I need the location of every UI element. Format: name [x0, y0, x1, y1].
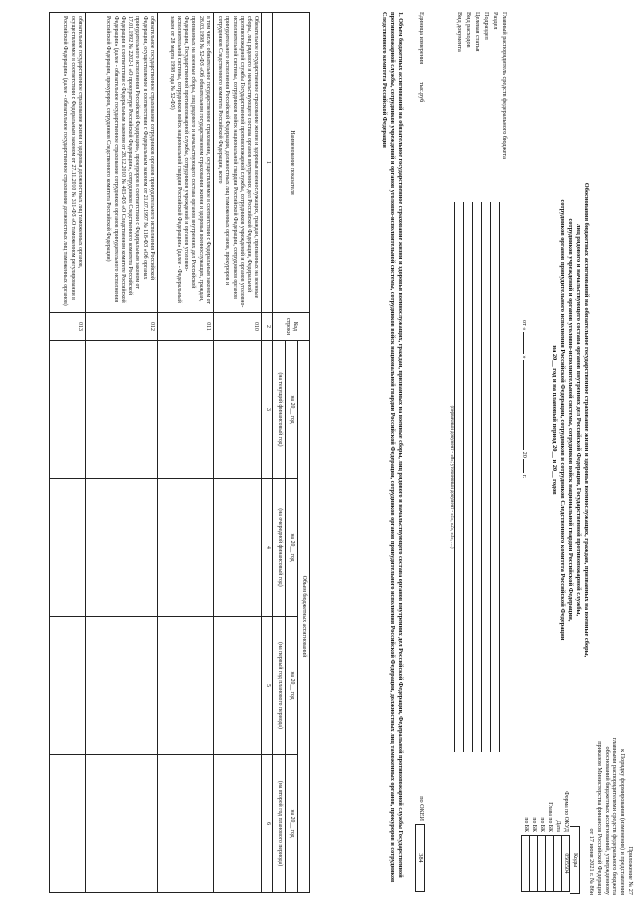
code-value[interactable] [529, 836, 537, 892]
code-label: Форма по ОКУД [563, 791, 569, 832]
value-cell[interactable] [85, 617, 157, 755]
col-code-header: Код строки [273, 313, 310, 341]
value-cell[interactable] [85, 755, 157, 893]
period-year: на 20__ год [285, 479, 297, 617]
field-input[interactable] [499, 202, 508, 752]
value-cell[interactable] [157, 341, 213, 479]
value-cell[interactable] [213, 617, 261, 755]
value-cell[interactable] [49, 479, 85, 617]
field-input[interactable] [463, 202, 472, 752]
field-input[interactable] [472, 202, 481, 752]
row-label: Обязательное государственное страхование жизни и здоровья военнослужащих, граждан, призванных на военные сборы, лиц рядового и начальствующего состава органов внутренних дел Российской Федерации, Федеральной противопожарной службы Государственной противопожарной службы, сотрудников учреждений и органов уголовно-исполнительной системы, сотрудников войск национальной гвардии Российской Федерации, сотрудников органов принудительного исполнения Российской Федерации, должностных лиц таможенных органов, прокуроров и сотрудников Следственного комитета Российской Федерации, всего [213, 13, 261, 313]
period-year: на 20__ год [285, 755, 297, 893]
value-cell[interactable] [49, 341, 85, 479]
code-value[interactable]: 0505504 [561, 836, 569, 892]
row-code: 011 [157, 313, 213, 341]
code-value[interactable] [521, 836, 529, 892]
appendix-line: обоснований бюджетных ассигнований, утвержденному [603, 746, 611, 895]
codes-header: Коды [570, 826, 580, 894]
header-fields [446, 12, 508, 752]
value-cell[interactable] [213, 341, 261, 479]
field-label: Главный распорядитель средств федерального бюджета [501, 12, 508, 159]
appendix-block [588, 650, 635, 895]
title-line: сотрудников органов принудительного исполнения Российской Федерации, сотрудников и сотрудников Следственного комитета Российской Федерации [559, 199, 566, 641]
budget-table [49, 12, 310, 893]
table-row [213, 13, 261, 893]
field-row [490, 12, 499, 752]
table-header-row [297, 13, 309, 893]
col-name-header: Наименование показателя [273, 13, 310, 313]
okei-value: 384 [415, 824, 425, 892]
value-cell[interactable] [85, 341, 157, 479]
appendix-title: Приложение № 27 [627, 846, 634, 895]
code-label: по БК [522, 817, 529, 832]
table-row [85, 13, 157, 893]
code-label: по БК [530, 817, 537, 832]
code-value[interactable] [537, 836, 545, 892]
code-value[interactable] [553, 836, 561, 892]
column-number: 1 [262, 13, 273, 313]
value-cell[interactable] [157, 617, 213, 755]
period-note: (на первый год планового периода) [273, 617, 285, 755]
document-title [550, 90, 590, 750]
date-year: 20 [521, 451, 528, 458]
appendix-line: от 17 июня 2021 г. № 86н [588, 828, 596, 895]
date-year-field[interactable] [523, 459, 524, 473]
row-code: 013 [49, 313, 85, 341]
period-year: на 20__ год [285, 617, 297, 755]
field-input[interactable] [490, 202, 499, 752]
codes-row [537, 760, 545, 892]
date-prefix: от [521, 320, 528, 326]
code-label: Дата [554, 820, 561, 832]
column-number: 3 [262, 341, 273, 479]
title-line: на 20__ год и на плановый период 20__ и 20__ годов [551, 345, 558, 495]
period-note: (на очередной финансовый год) [273, 479, 285, 617]
table-row [157, 13, 213, 893]
field-input[interactable] [481, 202, 490, 752]
codes-row [561, 760, 569, 892]
date-day-field[interactable] [523, 332, 524, 354]
field-label: Подраздел [483, 12, 490, 40]
codes-table [521, 760, 570, 892]
appendix-line: к Порядку формирования (изменения) и представления [619, 749, 627, 895]
col-group-header: Объем бюджетных ассигнований [297, 341, 309, 893]
period-note: (на второй год планового периода) [273, 755, 285, 893]
period-note: (на текущий финансовый год) [273, 341, 285, 479]
value-cell[interactable] [213, 479, 261, 617]
column-numbers-row [262, 13, 273, 893]
codes-row [529, 760, 537, 892]
code-value[interactable] [545, 836, 553, 892]
column-number: 4 [262, 479, 273, 617]
date-month-field[interactable] [523, 360, 524, 450]
field-row [454, 12, 463, 752]
code-label: по БК [538, 817, 545, 832]
code-label: Глава по БК [546, 802, 553, 832]
okei-label: по ОКЕИ [418, 796, 425, 821]
date-quote-open: « [521, 327, 528, 331]
title-line: лиц рядового и начальствующего состава органов внутренних дел Российской Федерации, Государственной противопожарной службы, [575, 223, 582, 617]
column-number: 2 [262, 313, 273, 341]
title-line: сотрудников учреждений и органов уголовно-исполнительной системы, сотрудников войск национальной гвардии Российской Федерации, [567, 218, 574, 622]
field-label: Раздел [492, 12, 499, 30]
date-quote-close: » [521, 355, 528, 359]
date-year-suffix: г. [521, 474, 528, 479]
field-input[interactable] [454, 202, 463, 752]
value-cell[interactable] [213, 755, 261, 893]
appendix-line: приказом Министерства финансов Российской Федерации [596, 741, 603, 895]
unit-label: Единица измерения [418, 12, 425, 65]
row-label: обязательное государственное страхование жизни и здоровья должностных лиц таможенных органов, осуществляемое в соответствии с Федеральным законом от 27.11.2010 № 311-ФЗ «О таможенном регулировании в Российской Федерации» (далее - обязательное государственное страхование должностных лиц таможенных органов) [49, 13, 85, 313]
row-code: 010 [213, 313, 261, 341]
value-cell[interactable] [157, 479, 213, 617]
period-year: на 20__ год [285, 341, 297, 479]
table-row [49, 13, 85, 893]
row-code: 012 [85, 313, 157, 341]
appendix-line: главными распорядителями средств федерального бюджета [611, 737, 619, 895]
value-cell[interactable] [157, 755, 213, 893]
codes-row [521, 760, 529, 892]
field-row [481, 12, 490, 752]
field-row [463, 12, 472, 752]
value-cell[interactable] [85, 479, 157, 617]
unit-row [415, 12, 425, 892]
value-cell[interactable] [49, 755, 85, 893]
column-number: 6 [262, 755, 273, 893]
unit-value: тыс.руб [418, 82, 425, 103]
date-line [520, 320, 528, 580]
title-line: Обоснования бюджетных ассигнований на обязательное государственное страхование жизни и здоровья военнослужащих, граждан, призванных на военные сборы, [583, 182, 590, 658]
field-row [472, 12, 481, 752]
field-label: Вид документа [456, 12, 463, 52]
field-label: Вид расходов [465, 12, 472, 48]
field-row [499, 12, 508, 752]
row-label: обязательное государственное страхование сотрудников органов принудительного исполнения Российской Федерации, осуществляемое в соответствии с Федеральным законом от 21.07.1997 № 118-ФЗ «Об органах принудительного исполнения Российской Федерации», прокуроров в соответствии с Федеральным законом от 17.01.1992 № 2202-1 «О прокуратуре Российской Федерации», сотрудников Следственного комитета Российской Федерации в соответствии с Федеральным законом от 28.12.2010 № 403-ФЗ «О Следственном комитете Российской Федерации» (далее - обязательное государственное страхование сотрудников органов принудительного исполнения Российской Федерации, прокуроров, сотрудников Следственного комитета Российской Федерации) [85, 13, 157, 313]
section1-title: 1. Объем бюджетных ассигнований на обязательное государственное страхование жизни и здоровья военнослужащих, граждан, призванных на военные сборы, лиц рядового и начальствующего состава органов внутренних дел Российской Федерации, Федеральной противопожарной службы Государственной противопожарной службы, сотрудников учреждений и органов уголовно-исполнительной системы, сотрудников войск национальной гвардии Российской Федерации, сотрудников органов принудительного исполнения Российской Федерации, должностных лиц таможенных органов, прокуроров и сотрудников Следственного комитета Российской Федерации [381, 12, 404, 883]
value-cell[interactable] [49, 617, 85, 755]
codes-row [545, 760, 553, 892]
column-number: 5 [262, 617, 273, 755]
row-label: в том числе: обязательное государственное страхование, осуществляемое в соответствии с Федеральным законом от 28.03.1998 № 52-ФЗ «Об обязательном государственном страховании жизни и здоровья военнослужащих, граждан, призванных на военные сборы, лиц рядового и начальствующего состава органов внутренних дел Российской Федерации, Государственной противопожарной службы, сотрудников учреждений и органов уголовно-исполнительной системы, сотрудников войск национальной гвардии Российской Федерации» (далее - Федеральный закон от 28 марта 1998 года № 52-ФЗ) [157, 13, 213, 313]
field-label: Целевая статья [474, 12, 481, 52]
codes-row [553, 760, 561, 892]
doc-type-note: (первичный документ - «0»; уточненный документ - «1», «2», «3», …) [449, 405, 454, 549]
